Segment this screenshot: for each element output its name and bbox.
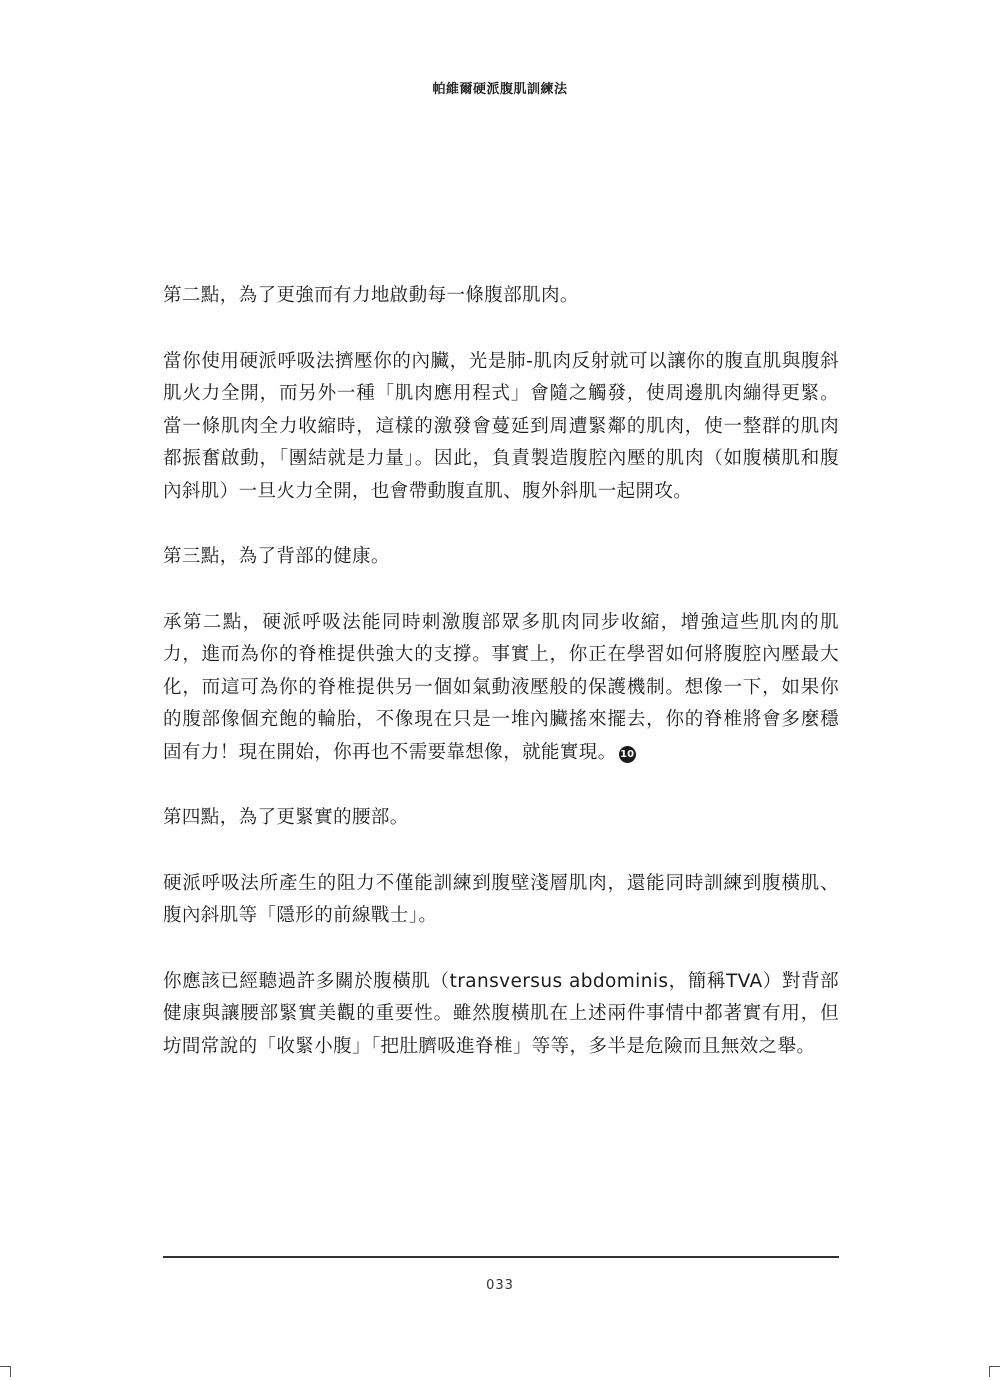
crop-mark-right <box>989 1366 1000 1377</box>
crop-mark-left <box>0 1366 11 1377</box>
section-heading-point-two: 第二點，為了更強而有力地啟動每一條腹部肌肉。 <box>163 285 579 306</box>
section-heading-point-four: 第四點，為了更緊實的腰部。 <box>163 807 409 828</box>
running-header: 帕維爾硬派腹肌訓練法 <box>432 82 568 97</box>
body-paragraph-text: 承第二點，硬派呼吸法能同時刺激腹部眾多肌肉同步收縮，增強這些肌肉的肌力，進而為你的脊椎提供強大的支撐。事實上，你正在學習如何將腹腔內壓最大化，而這可為你的脊椎提供另一個如氣動液壓般的保護機制。想像一下，如果你的腹部像個充飽的輪胎，不像現在只是一堆內臟搖來擺去，你的脊椎將會多麼穩固有力！現在開始，你再也不需要靠想像，就能實現。 <box>163 611 839 763</box>
body-paragraph: 硬派呼吸法所產生的阻力不僅能訓練到腹壁淺層肌肉，還能同時訓練到腹橫肌、腹內斜肌等「隱形的前線戰士」。 <box>163 872 839 926</box>
endnote-marker-icon: 10 <box>619 746 636 763</box>
body-paragraph: 你應該已經聽過許多關於腹橫肌（transversus abdominis，簡稱TVA）對背部健康與讓腰部緊實美觀的重要性。雖然腹橫肌在上述兩件事情中都著實有用，但坊間常說的「收緊小腹」「把肚臍吸進脊椎」等等，多半是危險而且無效之舉。 <box>163 970 839 1057</box>
page-number: 033 <box>486 1278 514 1293</box>
section-heading-point-three: 第三點，為了背部的健康。 <box>163 546 390 567</box>
footer-divider <box>163 1256 839 1258</box>
body-paragraph-with-note <box>163 607 839 770</box>
body-paragraph: 當你使用硬派呼吸法擠壓你的內臟，光是肺-肌肉反射就可以讓你的腹直肌與腹斜肌火力全開，而另外一種「肌肉應用程式」會隨之觸發，使周邊肌肉繃得更緊。當一條肌肉全力收縮時，這樣的激發會蔓延到周遭緊鄰的肌肉，使一整群的肌肉都振奮啟動，「團結就是力量」。因此，負責製造腹腔內壓的肌肉（如腹橫肌和腹內斜肌）一旦火力全開，也會帶動腹直肌、腹外斜肌一起開攻。 <box>163 350 839 502</box>
page-body <box>163 280 839 1096</box>
